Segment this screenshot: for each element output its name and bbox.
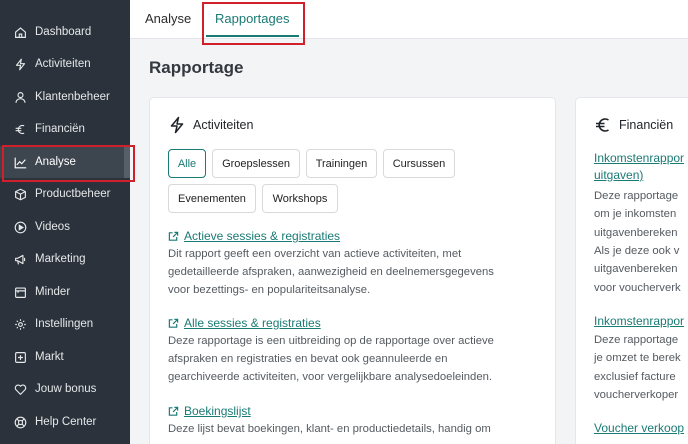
sidebar-item-dashboard[interactable]: [0, 16, 130, 48]
finance-report-text: exclusief facture: [594, 371, 676, 383]
external-link-icon: [168, 318, 179, 329]
plus-square-icon: [14, 351, 27, 364]
finance-report-text: Deze rapportage: [594, 190, 679, 202]
sidebar-item-analyse[interactable]: [0, 146, 130, 178]
euro-icon: [14, 123, 27, 136]
tab-rapportages[interactable]: Rapportages: [215, 11, 290, 26]
finance-report-link[interactable]: Inkomstenrappor: [594, 314, 685, 328]
sidebar-item-label: Productbeheer: [35, 188, 111, 200]
filter-chip-alle[interactable]: Alle: [168, 149, 206, 178]
filter-chip-trainingen[interactable]: Trainingen: [306, 149, 377, 178]
sidebar-item-label: Klantenbeheer: [35, 91, 110, 103]
finance-report-text: uitgavenbereken: [594, 227, 678, 239]
top-tabbar: [130, 0, 688, 39]
megaphone-icon: [14, 253, 27, 266]
sidebar: [0, 0, 130, 444]
help-icon: [14, 416, 27, 429]
finance-report-link[interactable]: Inkomstenrappor: [594, 151, 685, 165]
finance-report-text: voucherverkoper: [594, 389, 679, 401]
euro-icon: [594, 116, 612, 134]
report-title: Alle sessies & registraties: [184, 316, 321, 330]
finance-report-text: Als je deze ook v: [594, 245, 680, 257]
sidebar-item-label: Marketing: [35, 253, 86, 265]
finance-report-text: Deze rapportage: [594, 334, 679, 346]
external-link-icon: [168, 231, 179, 242]
report-link-alle-sessies[interactable]: [168, 314, 538, 332]
report-link-actieve-sessies[interactable]: [168, 227, 538, 245]
report-item: [168, 314, 538, 386]
lightning-icon: [14, 58, 27, 71]
report-description: Deze rapportage is een uitbreiding op de rapportage over actieve afspraken en registraties en bevat ook geannuleerde en gearchiveerde activiteiten, voor vergelijkbare analysedoeleinden.: [168, 335, 494, 383]
sidebar-item-label: Analyse: [35, 156, 76, 168]
sidebar-item-activiteiten[interactable]: [0, 48, 130, 80]
sidebar-item-label: Videos: [35, 221, 70, 233]
report-item: [168, 227, 538, 299]
finance-report-text: uitgavenbereken: [594, 263, 678, 275]
tab-analyse[interactable]: Analyse: [145, 11, 192, 26]
sidebar-item-label: Activiteiten: [35, 58, 91, 70]
sidebar-item-productbeheer[interactable]: [0, 178, 130, 210]
page-title: Rapportage: [149, 58, 244, 77]
sidebar-item-label: Help Center: [35, 416, 97, 428]
sidebar-item-label: Dashboard: [35, 26, 92, 38]
sidebar-item-help-center[interactable]: [0, 406, 130, 438]
calendar-icon: [14, 286, 27, 299]
sidebar-item-financien[interactable]: [0, 113, 130, 145]
filter-chip-cursussen[interactable]: Cursussen: [383, 149, 455, 178]
finance-report-text: je omzet te berek: [594, 352, 681, 364]
gear-icon: [14, 318, 27, 331]
sidebar-item-label: Financiën: [35, 123, 85, 135]
sidebar-item-label: Minder: [35, 286, 71, 298]
finance-report-link[interactable]: uitgaven): [594, 168, 644, 182]
lightning-icon: [168, 116, 186, 134]
chart-line-icon: [14, 156, 27, 169]
finance-card-title: Financiën: [619, 118, 674, 132]
report-title: Actieve sessies & registraties: [184, 229, 341, 243]
sidebar-item-marketing[interactable]: [0, 243, 130, 275]
sidebar-item-label: Instellingen: [35, 318, 94, 330]
report-item: [168, 402, 538, 438]
sidebar-item-instellingen[interactable]: [0, 308, 130, 340]
sidebar-item-markt[interactable]: [0, 341, 130, 373]
external-link-icon: [168, 406, 179, 417]
report-description: Deze lijst bevat boekingen, klant- en productiedetails, handig om: [168, 423, 491, 435]
filter-chip-workshops[interactable]: Workshops: [262, 184, 338, 213]
finance-report-link[interactable]: Voucher verkoop: [594, 421, 685, 435]
sidebar-item-klantenbeheer[interactable]: [0, 81, 130, 113]
finance-card-header: [594, 116, 673, 134]
finance-report-text: voor voucherverk: [594, 282, 681, 294]
finance-report-text: om je inkomsten: [594, 208, 677, 220]
filter-chip-groepslessen[interactable]: Groepslessen: [212, 149, 300, 178]
activities-card-header: [168, 116, 253, 134]
play-icon: [14, 221, 27, 234]
sidebar-item-jouw-bonus[interactable]: [0, 373, 130, 405]
report-link-boekingslijst[interactable]: [168, 402, 538, 420]
sidebar-item-label: Jouw bonus: [35, 383, 97, 395]
sidebar-item-minder[interactable]: [0, 276, 130, 308]
activities-card-title: Activiteiten: [193, 118, 254, 132]
home-icon: [14, 26, 27, 39]
heart-icon: [14, 383, 27, 396]
report-description: Dit rapport geeft een overzicht van actieve activiteiten, met gedetailleerde afspraken, aanwezigheid en deelnemersgegevens voor bezettings- en populariteitsanalyse.: [168, 248, 494, 296]
user-icon: [14, 91, 27, 104]
report-title: Boekingslijst: [184, 404, 251, 418]
sidebar-item-videos[interactable]: [0, 211, 130, 243]
filter-chip-evenementen[interactable]: Evenementen: [168, 184, 256, 213]
sidebar-item-label: Markt: [35, 351, 64, 363]
box-icon: [14, 188, 27, 201]
active-tab-indicator: [206, 35, 299, 37]
